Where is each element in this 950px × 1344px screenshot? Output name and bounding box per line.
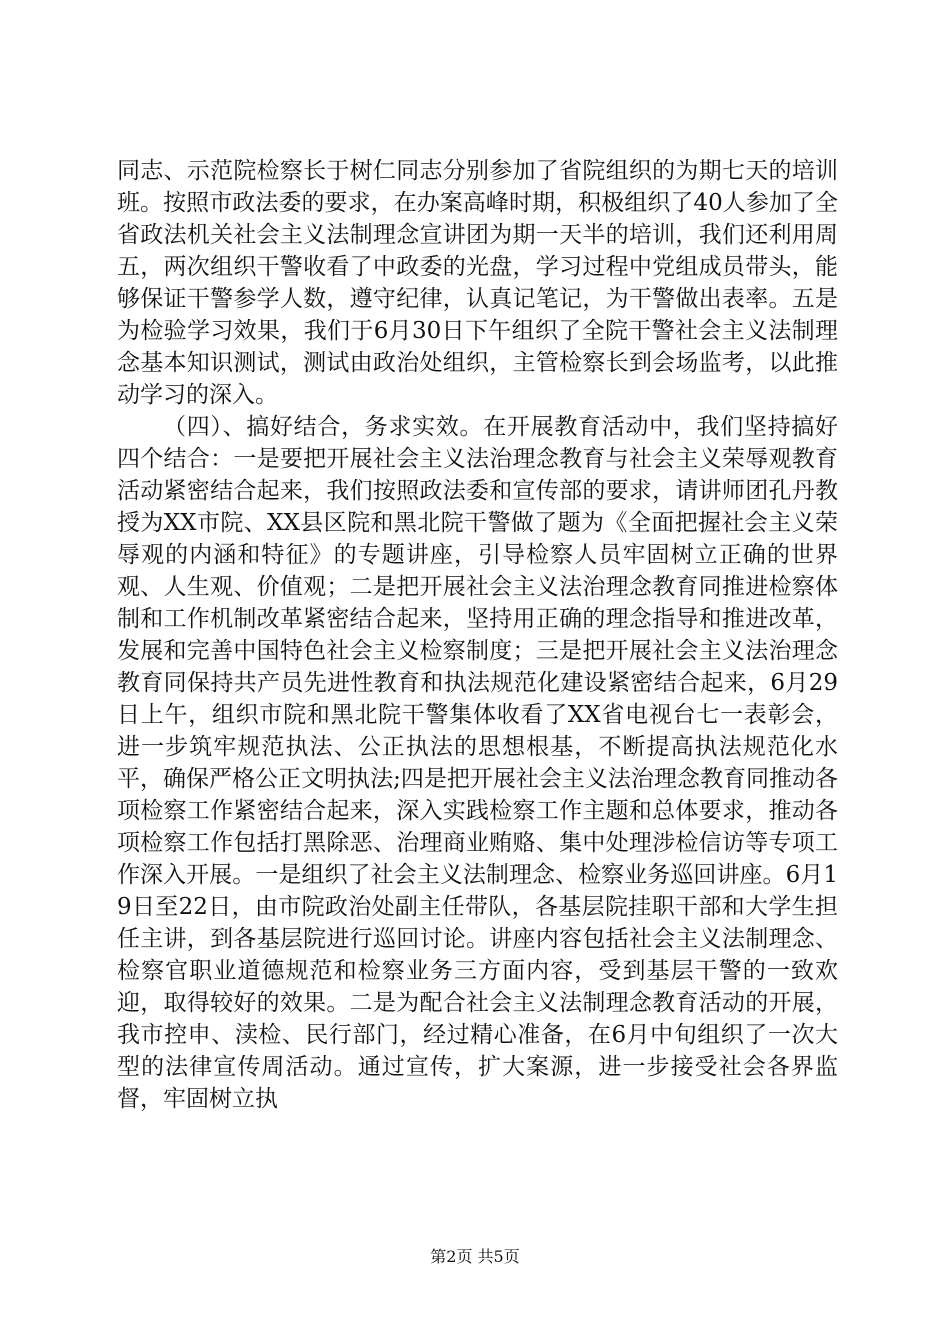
document-body — [117, 155, 838, 1115]
paragraph-1: 同志、示范院检察长于树仁同志分别参加了省院组织的为期七天的培训班。按照市政法委的要求，在办案高峰时期，积极组织了40人参加了全省政法机关社会主义法制理念宣讲团为期一天半的培训，我们还利用周五，两次组织干警收看了中政委的光盘，学习过程中党组成员带头，能够保证干警参学人数，遵守纪律，认真记笔记，为干警做出表率。五是为检验学习效果，我们于6月30日下午组织了全院干警社会主义法制理念基本知识测试，测试由政治处组织，主管检察长到会场监考，以此推动学习的深入。 — [117, 158, 838, 408]
page-footer: 第2页 共5页 — [430, 1247, 520, 1266]
paragraph-2: （四）、搞好结合，务求实效。在开展教育活动中，我们坚持搞好四个结合：一是要把开展社会主义法治理念教育与社会主义荣辱观教育活动紧密结合起来，我们按照政法委和宣传部的要求，请讲师团孔丹教授为XX市院、XX县区院和黑北院干警做了题为《全面把握社会主义荣辱观的内涵和特征》的专题讲座，引导检察人员牢固树立正确的世界观、人生观、价值观；二是把开展社会主义法治理念教育同推进检察体制和工作机制改革紧密结合起来，坚持用正确的理念指导和推进改革，发展和完善中国特色社会主义检察制度；三是把开展社会主义法治理念教育同保持共产员先进性教育和执法规范化建设紧密结合起来，6月29日上午，组织市院和黑北院干警集体收看了XX省电视台七一表彰会，进一步筑牢规范执法、公正执法的思想根基，不断提高执法规范化水平，确保严格公正文明执法;四是把开展社会主义法治理念教育同推动各项检察工作紧密结合起来，深入实践检察工作主题和总体要求，推动各项检察工作包括打黑除恶、治理商业贿赂、集中处理涉检信访等专项工作深入开展。一是组织了社会主义法制理念、检察业务巡回讲座。6月19日至22日，由市院政治处副主任带队，各基层院挂职干部和大学生担任主讲，到各基层院进行巡回讨论。讲座内容包括社会主义法制理念、检察官职业道德规范和检察业务三方面内容，受到基层干警的一致欢迎，取得较好的效果。二是为配合社会主义法制理念教育活动的开展，我市控申、渎检、民行部门，经过精心准备，在6月中旬组织了一次大型的法律宣传周活动。通过宣传，扩大案源，进一步接受社会各界监督，牢固树立执 — [117, 414, 838, 1112]
